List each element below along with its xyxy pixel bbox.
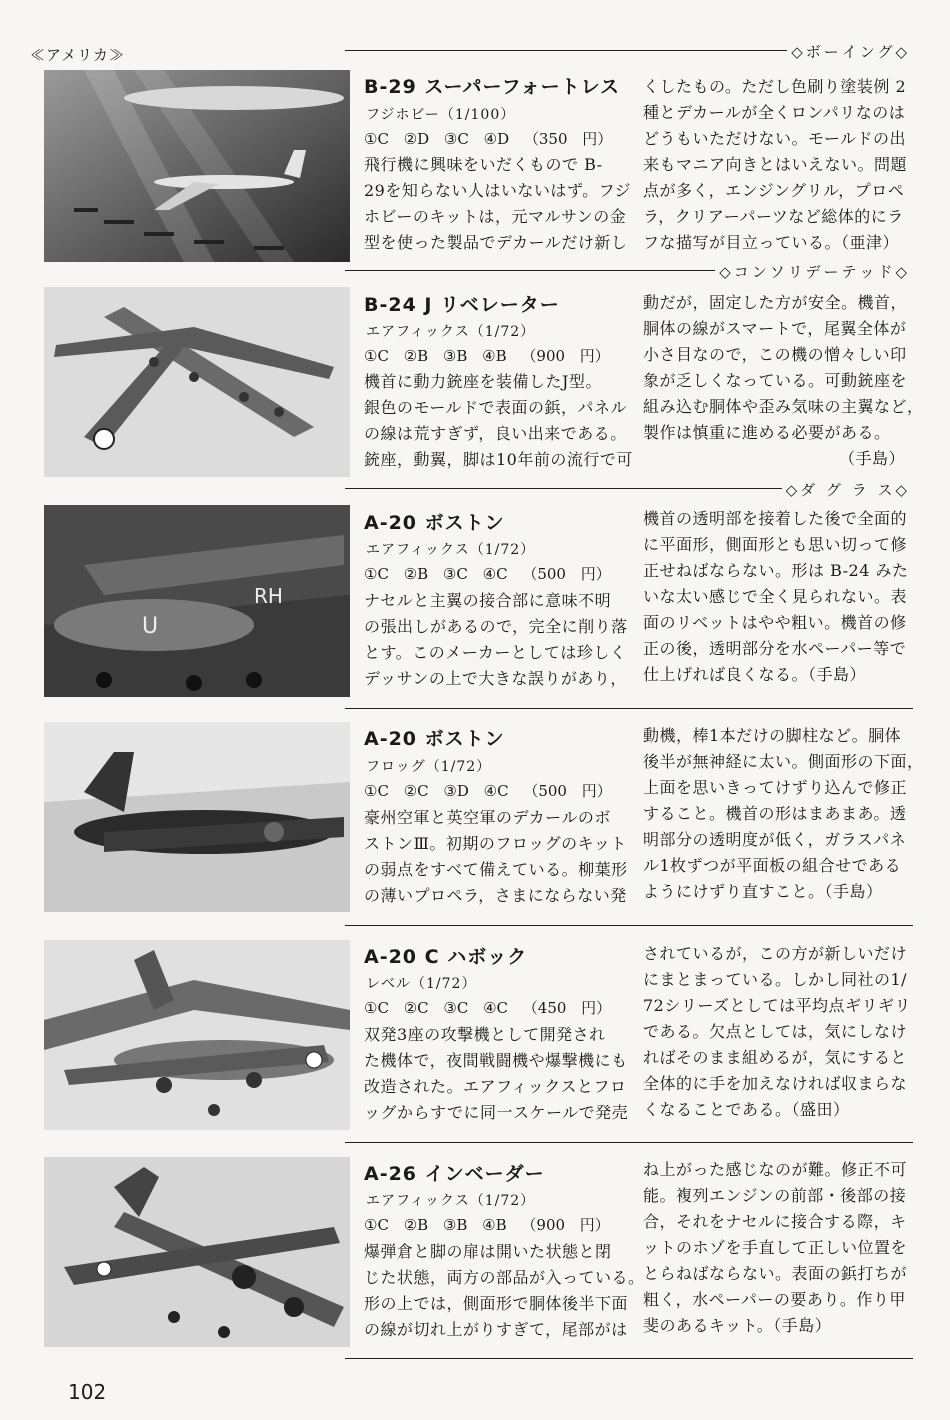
review-left-column [364, 1022, 629, 1126]
kit-title: B-24 J リベレーター [364, 294, 560, 316]
review-line: ホビーのキットは，元マルサンの金 [364, 207, 627, 226]
kit-title: B-29 スーパーフォートレス [364, 76, 621, 98]
review-left-column [364, 369, 633, 473]
review-line: の張出しがあるので，完全に削り落 [364, 617, 628, 636]
kit-ratings: ①C ②C ③D ④C （500 円） [364, 782, 612, 800]
review-line: 粗く，水ペーパーの要あり。作り甲 [643, 1290, 906, 1309]
review-line: されているが，この方が新しいだけ [643, 944, 908, 963]
review-line: ル1枚ずつが平面板の組合せである [643, 856, 902, 875]
review-line: 上面を思いきってけずり込んで修正 [643, 778, 908, 797]
review-line: である。欠点としては，気にしなけ [643, 1022, 908, 1041]
review-line: ラ，クリアーパーツなど総体的にラ [643, 207, 904, 226]
page-number: 102 [68, 1380, 107, 1404]
review-line: 飛行機に興味をいだくもので B- [364, 155, 603, 174]
review-line: 動機，棒1本だけの脚柱など。胴体 [643, 726, 902, 745]
kit-ratings: ①C ②B ③B ④B （900 円） [364, 1216, 610, 1234]
review-line: 29を知らない人はいないはず。フジ [364, 181, 631, 200]
maker-label: ◇ダ グ ラ ス◇ [782, 479, 910, 500]
kit-title: A-20 C ハボック [364, 946, 528, 968]
review-line: じた状態，両方の部品が入っている。 [364, 1268, 645, 1287]
review-line: 正せねばならない。形は B-24 みた [643, 561, 909, 580]
kit-maker: フロッグ（1/72） [366, 759, 492, 775]
review-line: デッサンの上で大きな誤りがあり， [364, 669, 627, 688]
kit-title: A-20 ボストン [364, 512, 505, 534]
review-line: の線は荒すぎず，良い出来である。 [364, 424, 627, 443]
review-line: ットのホゾを手直して正しい位置を [643, 1238, 908, 1257]
review-line: 斐のあるキット。（手島） [643, 1316, 832, 1335]
review-line: とらねばならない。表面の鋲打ちが [643, 1264, 908, 1283]
kit-maker: レベル（1/72） [366, 976, 477, 992]
svg-text:U: U [142, 614, 159, 639]
kit-maker: エアフィックス（1/72） [366, 542, 536, 558]
review-line: 機首の透明部を接着した後で全面的 [643, 509, 908, 528]
separator-rule [345, 1358, 913, 1359]
kit-ratings: ①C ②B ③B ④B （900 円） [364, 347, 610, 365]
photo-b29 [44, 70, 350, 262]
kit-title: A-26 インベーダー [364, 1163, 545, 1185]
review-right-column [643, 290, 924, 472]
review-line: 全体的に手を加えなければ収まらな [643, 1074, 908, 1093]
review-line: 組み込む胴体や歪み気味の主翼など， [643, 397, 924, 416]
review-right-column [643, 941, 912, 1123]
review-line: 動だが，固定した方が安全。機首， [643, 293, 908, 312]
kit-ratings: ①C ②B ③C ④C （500 円） [364, 565, 611, 583]
maker-label: ◇コンソリデーテッド◇ [715, 261, 910, 282]
review-line: 能。複列エンジンの前部・後部の接 [643, 1186, 907, 1205]
review-line: ッグからすでに同一スケールで発売 [364, 1103, 629, 1122]
review-left-column [364, 805, 626, 909]
review-line: いな太い感じで全く見られない。表 [643, 587, 908, 606]
review-line: ればそのまま組めるが，気にすると [643, 1048, 908, 1067]
review-right-column [643, 723, 924, 905]
review-line: 小さ目なので，この機の憎々しい印 [643, 345, 907, 364]
review-line: た機体で，夜間戦闘機や爆撃機にも [364, 1051, 628, 1070]
photo-a20-frog [44, 722, 350, 912]
review-line: ようにけずり直すこと。（手島） [643, 882, 883, 901]
review-line: ね上がった感じなのが難。修正不可 [643, 1160, 908, 1179]
section-tag: ≪アメリカ≫ [30, 46, 125, 64]
review-line: 来もマニア向きとはいえない。問題 [643, 155, 908, 174]
review-line: くなることである。（盛田） [643, 1100, 850, 1119]
review-right-column [643, 74, 908, 256]
review-line: フな描写が目立っている。（亜津） [643, 233, 900, 252]
review-line: どうもいただけない。モールドの出 [643, 129, 907, 148]
review-left-column [364, 1239, 645, 1343]
review-right-column [643, 506, 909, 688]
review-left-column [364, 588, 626, 692]
review-line: 豪州空軍と英空軍のデカールのボ [364, 808, 611, 827]
photo-a20-airfix [44, 505, 350, 697]
kit-ratings: ①C ②C ③C ④C （450 円） [364, 999, 612, 1017]
review-line: くしたもの。ただし色刷り塗装例 2 [643, 77, 907, 96]
review-line: すること。機首の形はまあまあ。透 [643, 804, 907, 823]
review-line: の弱点をすべて備えている。柳葉形 [364, 860, 628, 879]
review-line: の線が切れ上がりすぎて，尾部がは [364, 1320, 628, 1339]
review-line: に平面形，側面形とも思い切って修 [643, 535, 908, 554]
review-line: にまとまっている。しかし同社の1/ [643, 970, 908, 989]
photo-a26 [44, 1157, 350, 1347]
photo-b24 [44, 287, 350, 477]
review-line: 胴体の線がスマートで，尾翼全体が [643, 319, 907, 338]
review-line: 種とデカールが全くロンパリなのは [643, 103, 906, 122]
review-line: 銃座，動翼，脚は10年前の流行で可 [364, 450, 633, 469]
kit-ratings: ①C ②D ③C ④D （350 円） [364, 130, 613, 148]
review-line: 点が多く，エンジングリル，プロペ [643, 181, 905, 200]
review-line: 銀色のモールドで表面の鋲，パネル [364, 398, 628, 417]
separator-rule [345, 925, 913, 926]
photo-a20c-revell [44, 940, 350, 1130]
review-line: 改造された。エアフィックスとフロ [364, 1077, 627, 1096]
review-line: の薄いプロペラ，さまにならない発 [364, 886, 627, 905]
review-left-column [364, 152, 631, 256]
review-line: とす。このメーカーとしては珍しく [364, 643, 627, 662]
kit-maker: エアフィックス（1/72） [366, 1193, 536, 1209]
reviewer: （手島） [838, 449, 905, 468]
review-line: 爆弾倉と脚の扉は開いた状態と閉 [364, 1242, 612, 1261]
review-line: ストンⅢ。初期のフロッグのキット [364, 834, 627, 853]
kit-maker: エアフィックス（1/72） [366, 324, 536, 340]
review-line: 製作は慎重に進める必要がある。 [643, 423, 891, 442]
review-line: ナセルと主翼の接合部に意味不明 [364, 591, 612, 610]
kit-maker: フジホビー（1/100） [366, 107, 516, 123]
review-line: 形の上では，側面形で胴体後半下面 [364, 1294, 629, 1313]
review-right-column [643, 1157, 908, 1339]
review-line: 面のリベットはやや粗い。機首の修 [643, 613, 907, 632]
review-line: 仕上げれば良くなる。（手島） [643, 665, 867, 684]
separator-rule [345, 708, 913, 709]
separator-rule [345, 1142, 913, 1143]
review-line: 正の後，透明部分を水ペーパー等で [643, 639, 907, 658]
review-line: 72シリーズとしては平均点ギリギリ [643, 996, 912, 1015]
review-line: 型を使った製品でデカールだけ新し [364, 233, 628, 252]
review-line: 明部分の透明度が低く，ガラスパネ [643, 830, 907, 849]
kit-title: A-20 ボストン [364, 728, 505, 750]
review-line: 後半が無神経に太い。側面形の下面， [643, 752, 924, 771]
review-line: 象が乏しくなっている。可動銃座を [643, 371, 908, 390]
maker-label: ◇ボーイング◇ [787, 41, 910, 62]
review-line: 双発3座の攻撃機として開発され [364, 1025, 606, 1044]
review-line: 機首に動力銃座を装備したJ型。 [364, 372, 602, 391]
svg-text:RH: RH [254, 584, 283, 608]
review-line: 合，それをナセルに接合する際，キ [643, 1212, 907, 1231]
